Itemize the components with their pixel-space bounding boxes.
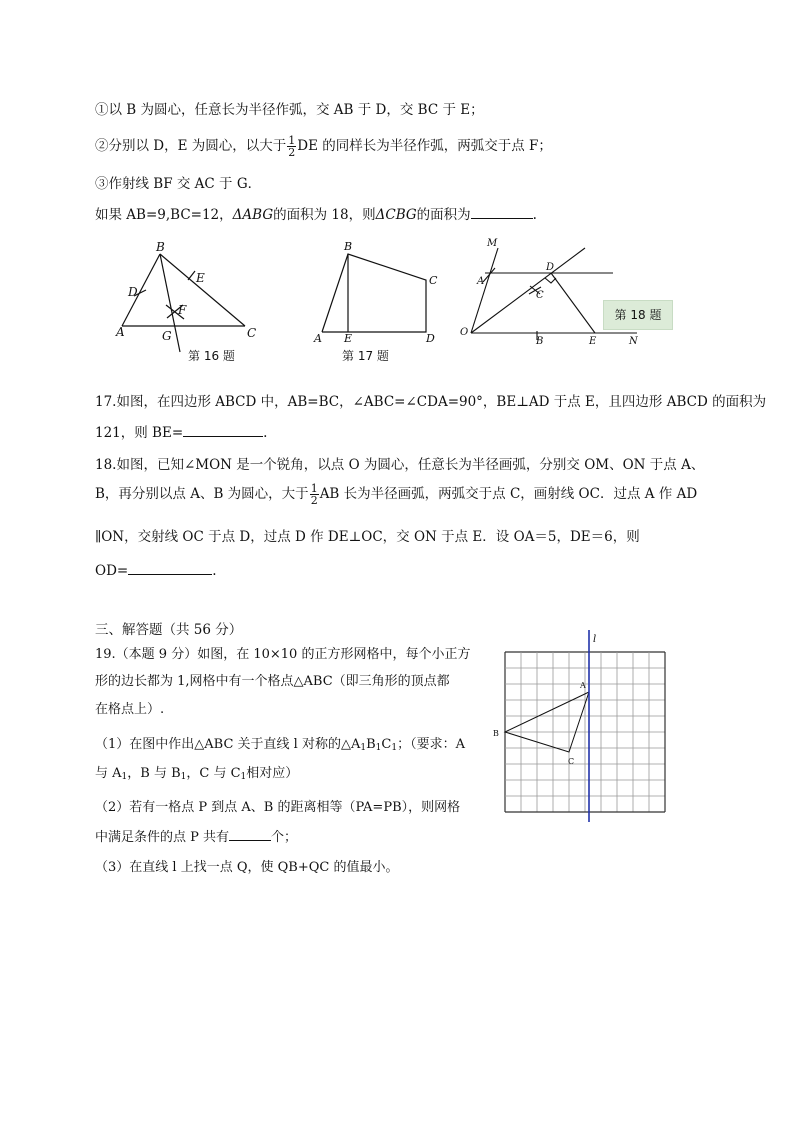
answer-blank-17[interactable] bbox=[183, 422, 263, 437]
label-A: A bbox=[477, 276, 485, 287]
label-N: N bbox=[629, 336, 638, 347]
label-C: C bbox=[247, 326, 257, 340]
label-D: D bbox=[426, 332, 435, 345]
label-E: E bbox=[344, 332, 353, 345]
label-D: D bbox=[546, 262, 555, 273]
question-17-line-1: 17.如图，在四边形 ABCD 中，AB=BC，∠ABC=∠CDA=90°，BE⊥AD 于点 E，且四边形 ABCD 的面积为 bbox=[95, 394, 767, 410]
question-19-part-1-cont: 与 $A_1$，B 与 $B_1$，C 与 $C_1$相对应） bbox=[95, 766, 299, 782]
figure-18 bbox=[455, 234, 650, 352]
step-2-text-a: ②分别以 D，E 为圆心，以大于 bbox=[95, 138, 287, 154]
question-19-part-2: （2）若有一格点 P 到点 A、B 的距离相等（PA=PB），则网格 bbox=[95, 800, 461, 815]
label-C: C bbox=[429, 274, 438, 287]
label-D: D bbox=[128, 285, 138, 299]
caption-16: 第 16 题 bbox=[188, 349, 235, 363]
step-1: ①以 B 为圆心，任意长为半径作弧，交 AB 于 D，交 BC 于 E； bbox=[95, 102, 484, 118]
label-B: B bbox=[344, 240, 353, 253]
question-19-line-1: 19.（本题 9 分）如图，在 10×10 的正方形网格中，每个小正方 bbox=[95, 647, 471, 662]
figure-16 bbox=[100, 238, 270, 370]
caption-17: 第 17 题 bbox=[342, 349, 389, 363]
label-B: B bbox=[156, 240, 165, 254]
label-C: C bbox=[536, 290, 544, 301]
label-F: F bbox=[178, 303, 187, 317]
question-17-line-2: 121，则 BE= . bbox=[95, 422, 267, 443]
step-2 bbox=[95, 135, 552, 158]
question-18-line-3: ∥ON，交射线 OC 于点 D，过点 D 作 DE⊥OC，交 ON 于点 E．设 OA＝5，DE＝6，则 bbox=[95, 529, 640, 545]
label-E: E bbox=[589, 336, 597, 347]
fraction-half-18: $\frac{1}{2}$ bbox=[310, 482, 318, 507]
label-C: C bbox=[568, 757, 575, 766]
question-18-line-2: B，再分别以点 A、B 为圆心，大于 $\frac{1}{2}$ AB 长为半径画弧，两弧交于点 C，画射线 OC．过点 A 作 AD bbox=[95, 482, 698, 507]
question-18-line-4: OD= . bbox=[95, 560, 217, 581]
label-A: A bbox=[580, 681, 586, 690]
label-l: l bbox=[593, 634, 597, 645]
question-19-line-2: 形的边长都为 1,网格中有一个格点△ABC（即三角形的顶点都 bbox=[95, 674, 450, 689]
question-16: 如果 AB=9,BC=12，ΔABG的面积为 18，则ΔCBG的面积为 . bbox=[95, 204, 537, 225]
step-3: ③作射线 BF 交 AC 于 G． bbox=[95, 176, 262, 192]
grid-figure bbox=[485, 628, 685, 828]
question-19-part-2-cont: 中满足条件的点 P 共有 个； bbox=[95, 826, 297, 848]
answer-blank-19[interactable] bbox=[229, 826, 271, 841]
label-M: M bbox=[487, 238, 498, 249]
question-18-line-1: 18.如图，已知∠MON 是一个锐角，以点 O 为圆心，任意长为半径画弧，分别交 OM、ON 于点 A、 bbox=[95, 457, 705, 473]
section-3-title: 三、解答题（共 56 分） bbox=[95, 622, 243, 638]
label-E: E bbox=[196, 271, 205, 285]
label-O: O bbox=[460, 327, 469, 338]
label-A: A bbox=[314, 332, 322, 345]
question-19-part-3: （3）在直线 l 上找一点 Q，使 QB+QC 的值最小。 bbox=[95, 860, 399, 875]
label-B: B bbox=[536, 336, 544, 347]
fraction-half: $\frac{1}{2}$ bbox=[288, 134, 296, 159]
label-B: B bbox=[493, 729, 499, 738]
figure-17 bbox=[310, 238, 450, 370]
answer-blank-16[interactable] bbox=[471, 204, 533, 219]
answer-blank-18[interactable] bbox=[128, 560, 212, 575]
grid-lines bbox=[505, 652, 665, 812]
label-G: G bbox=[162, 329, 172, 343]
step-2-text-b: DE 的同样长为半径作弧，两弧交于点 F； bbox=[297, 138, 552, 154]
label-A: A bbox=[116, 325, 125, 339]
caption-18-badge: 第 18 题 bbox=[603, 300, 673, 330]
question-19-part-1: （1）在图中作出△ABC 关于直线 l 对称的$\triangle A_1B_1C_1$；（要求：A bbox=[95, 737, 465, 753]
question-19-line-3: 在格点上）. bbox=[95, 702, 165, 717]
